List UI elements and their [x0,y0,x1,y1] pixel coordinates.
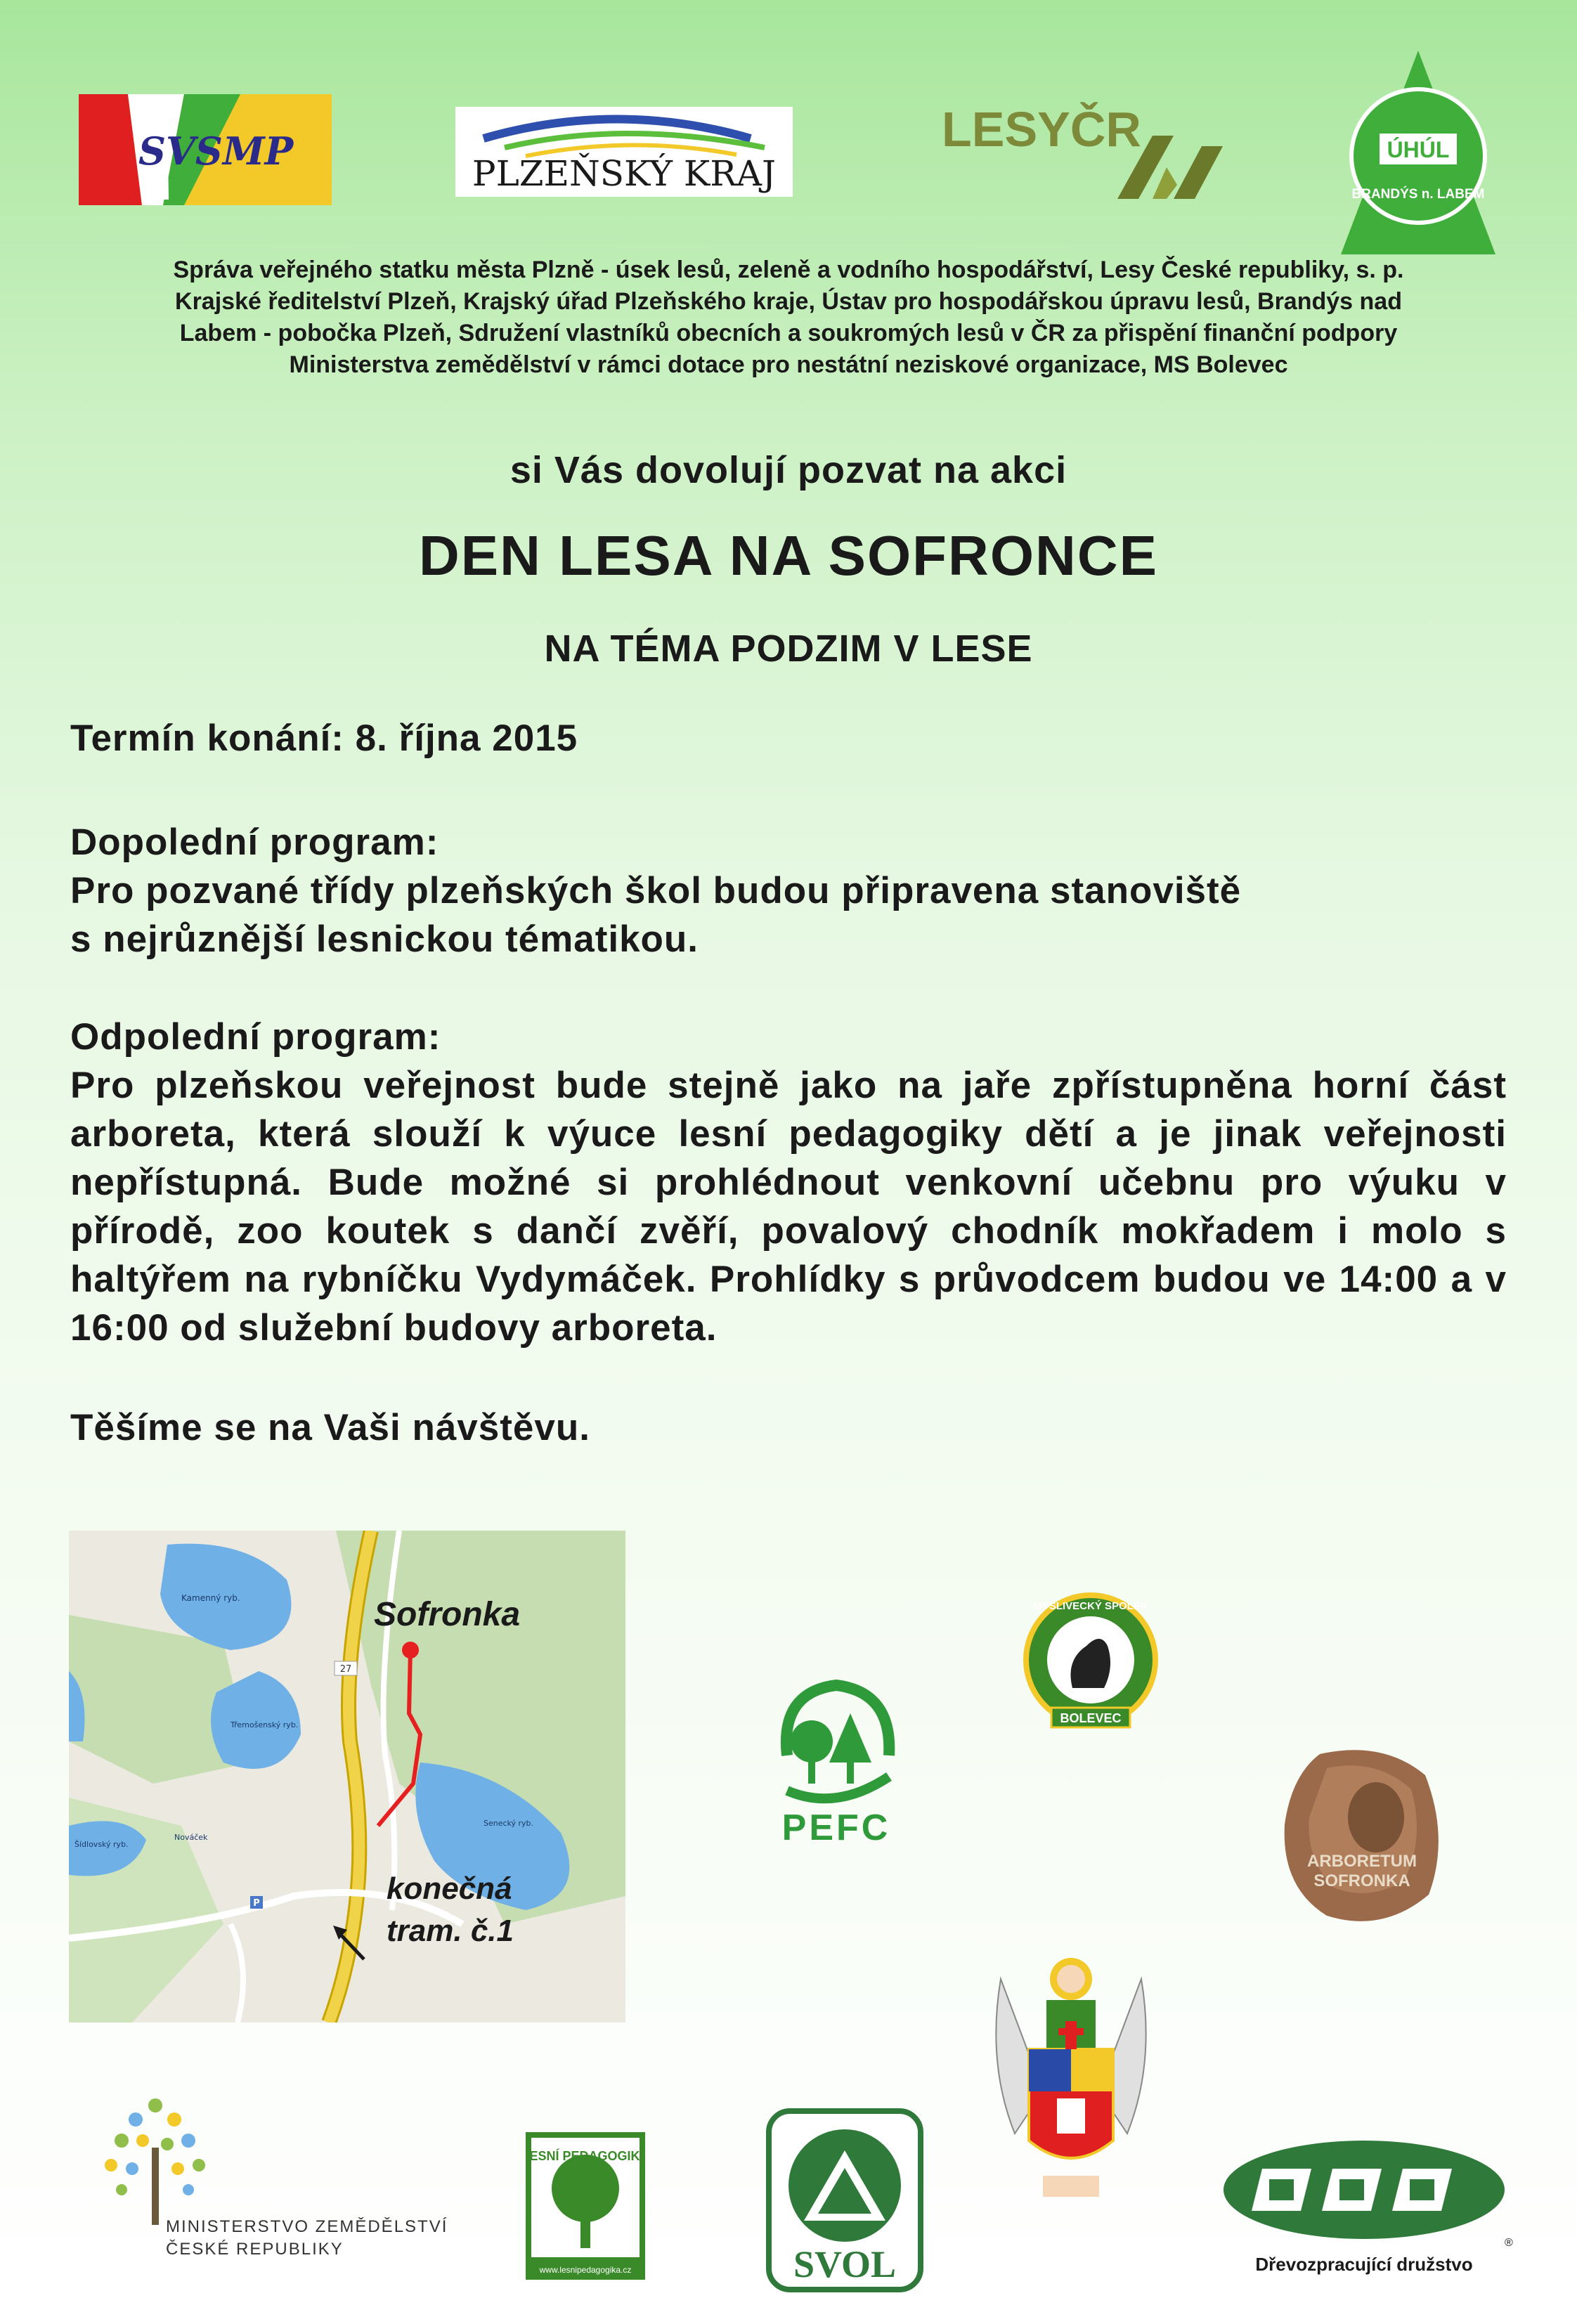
tree-icon [829,1713,871,1763]
event-theme: NA TÉMA PODZIM V LESE [544,628,1033,670]
uhul-logo [1341,51,1495,254]
morning-line: Pro pozvané třídy plzeňských škol budou připravena stanoviště [70,870,1242,911]
map-parking-label: P [253,1898,260,1909]
svg-text:SVSMP: SVSMP [138,129,294,174]
svg-text:BOLEVEC: BOLEVEC [1060,1711,1122,1725]
svg-text:®: ® [1505,2237,1513,2249]
arboretum-sofronka-logo [1278,1740,1446,1930]
svg-text:PEFC: PEFC [781,1807,891,1847]
map-label-tram-line1: konečná [387,1871,512,1906]
plzen-coat-of-arms [987,1951,1155,2204]
fossil-icon [1348,1782,1404,1852]
svol-logo [766,2108,923,2292]
afternoon-program-heading: Odpolední program: [70,1016,441,1058]
plzensky-kraj-logo [455,107,793,197]
svg-text:MINISTERSTVO ZEMĚDĚLSTVÍ: MINISTERSTVO ZEMĚDĚLSTVÍ [166,2217,448,2236]
pefc-logo [766,1671,907,1847]
map-label-sofronka: Sofronka [374,1596,521,1633]
organizers-line: Labem - pobočka Plzeň, Sdružení vlastníků obecních a soukromých lesů v ČR za přispění finanční podpory [179,320,1398,346]
morning-program-text [70,866,1507,963]
svg-text:SOFRONKA: SOFRONKA [1313,1871,1410,1890]
svg-text:ÚHÚL: ÚHÚL [1387,137,1450,162]
svg-text:MYSLIVECKÝ SPOLEK: MYSLIVECKÝ SPOLEK [1033,1600,1148,1612]
svg-text:BRANDÝS n. LABEM: BRANDÝS n. LABEM [1351,187,1485,202]
map-label-tremosensky: Třemošenský ryb. [231,1720,299,1729]
date-line: Termín konání: 8. října 2015 [70,718,578,759]
lesni-pedagogika-logo [526,2132,645,2280]
svg-text:www.lesnipedagogika.cz: www.lesnipedagogika.cz [539,2265,632,2275]
organizers-text [84,254,1493,381]
map-label-sidlovsky: Šídlovský ryb. [74,1840,129,1849]
svg-text:LESYČR: LESYČR [942,102,1141,157]
morning-program-heading: Dopolední program: [70,822,439,863]
ministerstvo-zemedelstvi-logo [90,2091,455,2264]
svg-text:SVOL: SVOL [793,2243,896,2285]
invite-line: si Vás dovolují pozvat na akci [510,449,1067,491]
map-label-tram-stop [387,1868,514,1952]
event-title: DEN LESA NA SOFRONCE [419,524,1158,587]
map-road-number: 27 [339,1664,352,1675]
myslivecky-spolek-logo [1023,1590,1158,1737]
svg-text:LESNÍ PEDAGOGIKA: LESNÍ PEDAGOGIKA [526,2149,645,2163]
location-map [69,1531,625,2023]
organizers-line: Ministerstva zemědělství v rámci dotace pro nestátní neziskové organizace, MS Bolevec [289,351,1288,378]
svg-text:ČESKÉ REPUBLIKY: ČESKÉ REPUBLIKY [166,2240,344,2259]
svg-text:ARBORETUM: ARBORETUM [1307,1852,1417,1871]
organizers-line: Správa veřejného statku města Plzně - úsek lesů, zeleně a vodního hospodářství, Lesy České republiky, s. p. [173,257,1404,283]
map-label-kamenny: Kamenný ryb. [181,1593,240,1603]
svg-text:Dřevozpracující družstvo: Dřevozpracující družstvo [1255,2254,1473,2275]
afternoon-program-text: Pro plzeňskou veřejnost bude stejně jako na jaře zpřístupněna horní část arboreta, která slouží k výuce lesní pedagogiky dětí a je jinak veřejnosti nepřístupná. Bude možné si prohlédnout venkovní učebnu pro výuku v přírodě, zoo koutek s dančí zvěří, povalový chodník mokřadem i molo s haltýřem na rybníčku Vydymáček. Prohlídky s průvodcem budou ve 14:00 a v 16:00 od služební budovy arboreta. [70,1065,1507,1349]
map-destination-marker [402,1642,419,1658]
svsmp-logo [79,94,332,205]
morning-line: s nejrůznější lesnickou tématikou. [70,918,699,960]
map-label-senecky: Senecký ryb. [484,1819,534,1828]
map-label-novacek: Nováček [174,1833,208,1842]
svg-text:PLZEŇSKÝ KRAJ: PLZEŇSKÝ KRAJ [472,153,777,194]
closing-line: Těšíme se na Vaši návštěvu. [70,1407,590,1448]
drevozpracujici-druzstvo-logo [1220,2141,1515,2281]
organizers-line: Krajské ředitelství Plzeň, Krajský úřad Plzeňského kraje, Ústav pro hospodářskou úpravu lesů, Brandýs nad [175,288,1402,315]
lesy-cr-logo [942,97,1244,202]
map-label-tram-line2: tram. č.1 [387,1914,514,1948]
